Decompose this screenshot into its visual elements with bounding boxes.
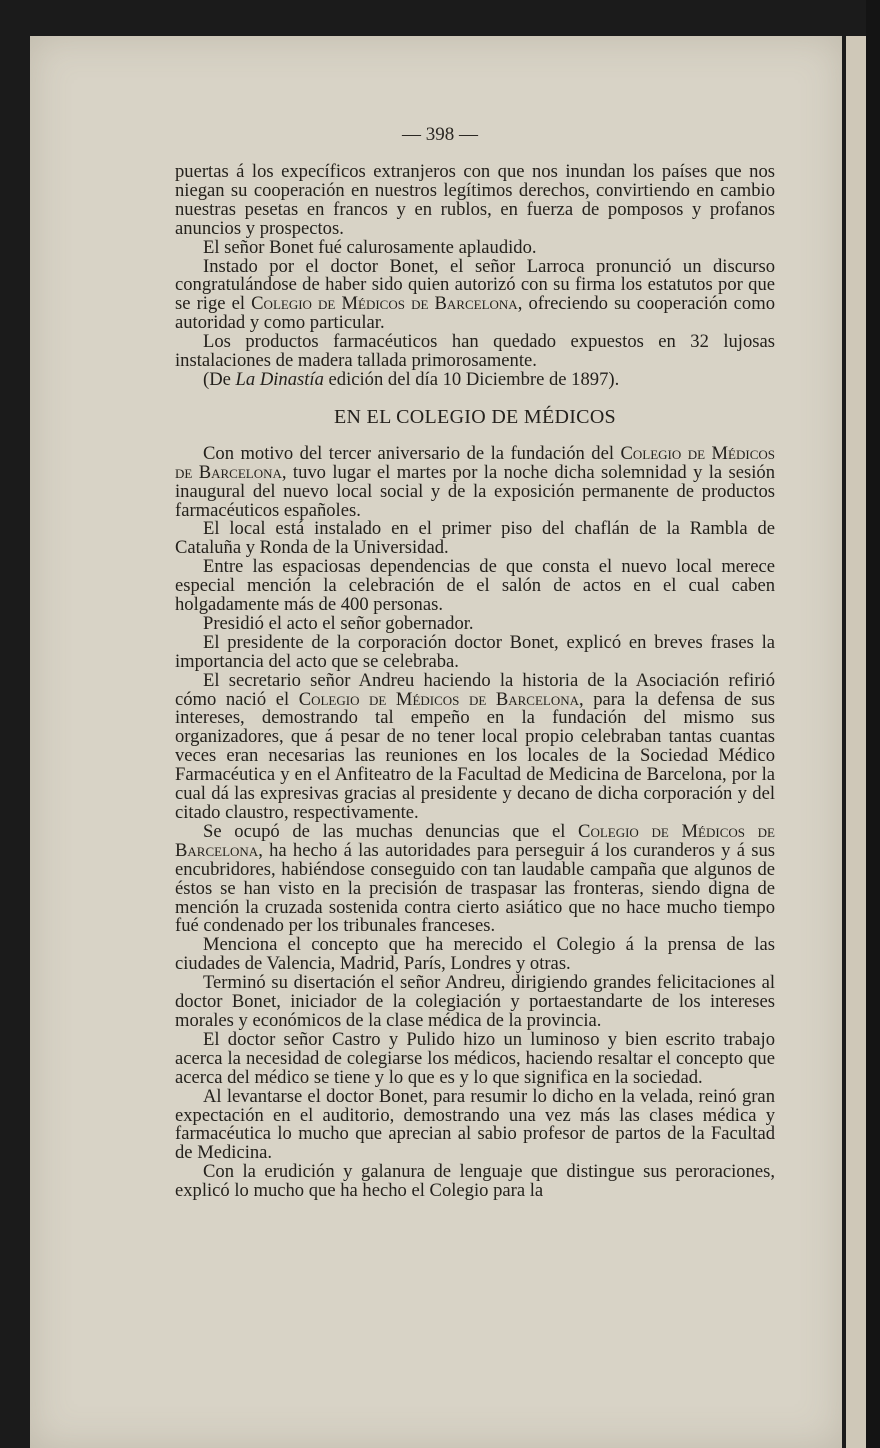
paragraphs-before-heading <box>175 163 775 390</box>
paragraph-p6 <box>175 442 776 521</box>
paragraphs-after-heading <box>175 442 776 1202</box>
paragraph-p3 <box>175 255 775 334</box>
small-caps-name: Colegio de Médicos de Barcelona <box>298 688 580 710</box>
text-run: El local está instalado en el primer piso del chaflán de la Rambla de Cataluña y Ronda de la Universidad. <box>175 518 775 559</box>
paragraph-p17 <box>175 1163 775 1201</box>
text-run: , tuvo lugar el martes por la noche dicha solemnidad y la sesión inaugural del nuevo local social y de la exposición permanente de productos farmacéuticos españoles. <box>175 461 776 521</box>
text-run: Se ocupó de las muchas denuncias que el <box>203 820 579 842</box>
paragraph-p13 <box>175 936 775 974</box>
text-run: , ofreciendo su cooperación como autoridad y como particular. <box>175 293 775 334</box>
italic-title: La Dinastía <box>235 368 324 390</box>
text-run: Entre las espaciosas dependencias de que consta el nuevo local merece especial mención la celebración de el salón de actos en el cual caben holgadamente más de 400 personas. <box>175 556 775 616</box>
paragraph-p8 <box>175 558 775 615</box>
book-spine <box>866 0 880 1448</box>
text-run: Menciona el concepto que ha merecido el Colegio á la prensa de las ciudades de Valencia, Madrid, París, Londres y otras. <box>175 934 775 975</box>
text-run: , para la defensa de sus intereses, demostrando tal empeño en la fundación del mismo sus organizadores, que á pesar de no tener local propio celebraban tantas cuantas veces eran necesarias las reuniones en los locales de la Sociedad Médico Farmacéutica y en el Anfiteatro de la Facultad de Medicina de Barcelona, por la cual dá las expresivas gracias al presidente y decano de dicha corporación y del citado claustro, respectivamente. <box>175 688 775 823</box>
text-run: Instado por el doctor Bonet, el señor Larroca pronunció un discurso congratulándose de haber sido quien autorizó con su firma los estatutos por que se rige el <box>175 255 775 315</box>
text-run: Terminó su disertación el señor Andreu, dirigiendo grandes felicitaciones al doctor Bonet, iniciador de la colegiación y portaestandarte de los intereses morales y económicos de la clase médica de la provincia. <box>175 972 775 1031</box>
body-text <box>175 163 775 1201</box>
text-run: El señor Bonet fué calurosamente aplaudido. <box>203 236 537 258</box>
text-run: Al levantarse el doctor Bonet, para resumir lo dicho en la velada, reinó gran expectación en el auditorio, demostrando una vez más las clases médica y farmacéutica lo mucho que aprecian al sabio profesor de partos de la Facultad de Medicina. <box>175 1085 775 1164</box>
text-run: puertas á los expecíficos extranjeros con que nos inundan los países que nos niegan su cooperación en nuestros legítimos derechos, convirtiendo en cambio nuestras pesetas en francos y en rublos, en fuerza de pomposos y profanos anuncios y prospectos. <box>175 161 775 239</box>
small-caps-name: Colegio de Médicos de Barcelona <box>251 293 518 315</box>
paragraph-p12 <box>175 820 775 937</box>
section-heading: EN EL COLEGIO DE MÉDICOS <box>334 405 616 428</box>
text-run: El secretario señor Andreu haciendo la historia de la Asociación refirió cómo nació el <box>175 669 775 710</box>
text-run: (De <box>203 368 236 390</box>
paragraph-p11 <box>175 669 775 823</box>
text-run: Con motivo del tercer aniversario de la fundación del <box>203 442 621 464</box>
text-run: edición del día 10 Diciembre de 1897). <box>323 368 620 390</box>
text-run: Los productos farmacéuticos han quedado expuestos en 32 lujosas instalaciones de madera tallada primorosamente. <box>175 331 775 372</box>
paragraph-p1 <box>175 163 775 239</box>
small-caps-name: Colegio de Médicos de Barcelona <box>175 442 775 483</box>
paragraph-p10 <box>175 631 775 672</box>
paragraph-p15 <box>175 1028 775 1088</box>
paragraph-p14 <box>175 974 775 1031</box>
next-page-edge <box>846 36 866 1448</box>
page-number: — 398 — <box>402 124 478 145</box>
paragraph-p16 <box>175 1085 775 1164</box>
text-run: Con la erudición y galanura de lenguaje que distingue sus peroraciones, explicó lo mucho que ha hecho el Colegio para la <box>175 1161 775 1202</box>
text-run: El doctor señor Castro y Pulido hizo un luminoso y bien escrito trabajo acerca la necesidad de colegiarse los médicos, haciendo resaltar el concepto que acerca del médico se tiene y lo que es y lo que significa en la sociedad. <box>175 1028 775 1088</box>
paragraph-p4 <box>175 333 775 371</box>
text-run: Presidió el acto el señor gobernador. <box>203 612 474 634</box>
text-run: , ha hecho á las autoridades para perseguir á los curanderos y á sus encubridores, habiéndose conseguido con tan laudable campaña que algunos de éstos se han visto en la precisión de traspasar las fronteras, siendo digna de mención la cruzada sostenida contra cierto asiático que no hace mucho tiempo fué condenado per los tribunales franceses. <box>175 839 775 937</box>
small-caps-name: Colegio de Médicos de Barcelona <box>175 820 775 861</box>
paragraph-p7 <box>175 520 775 558</box>
text-run: El presidente de la corporación doctor Bonet, explicó en breves frases la importancia del acto que se celebraba. <box>175 631 775 672</box>
paragraph-p5 <box>175 368 775 390</box>
